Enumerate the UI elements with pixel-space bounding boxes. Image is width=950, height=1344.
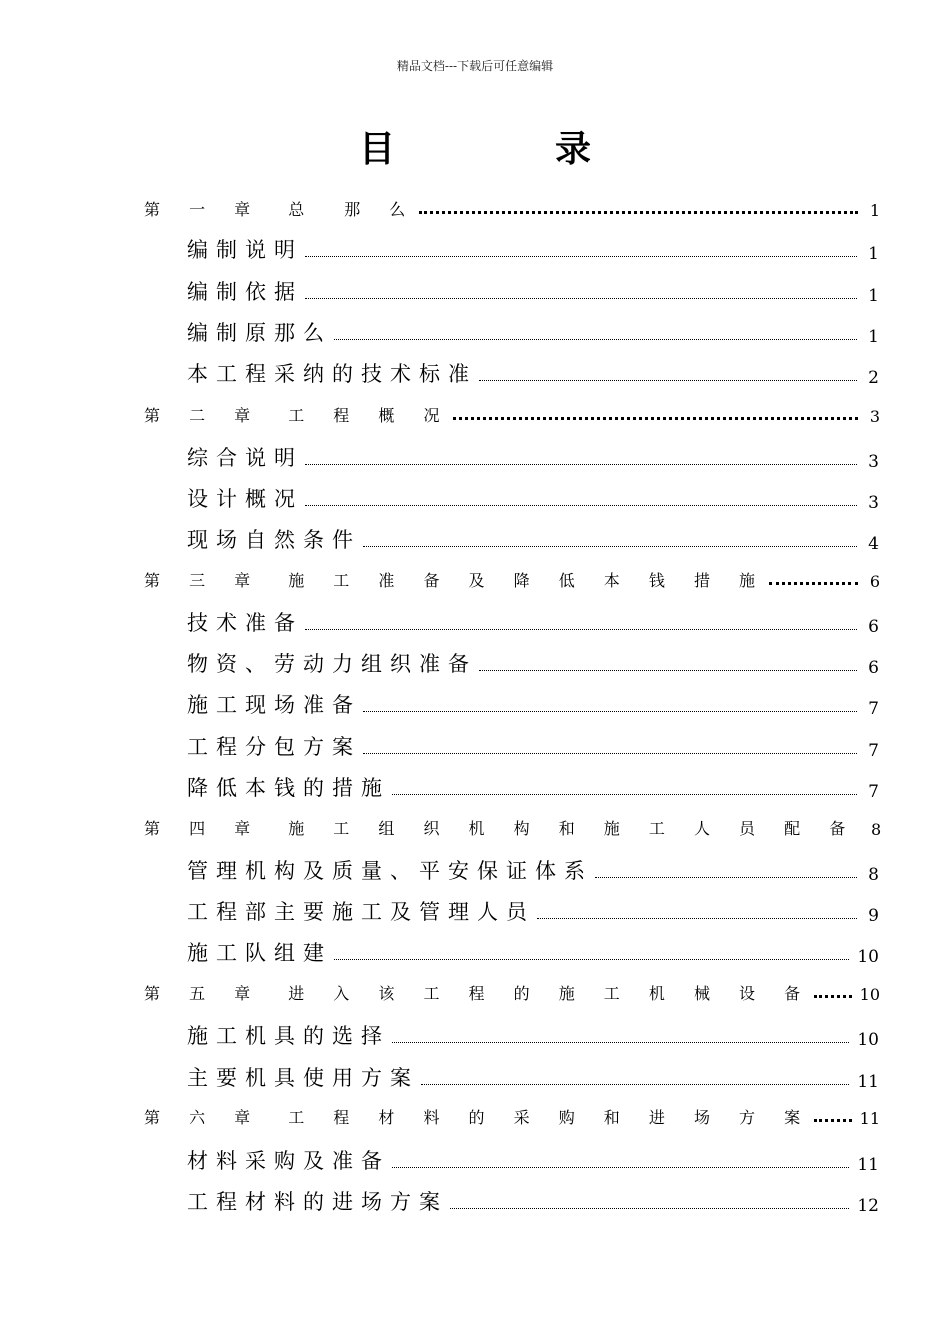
toc-chapter-label: 工 程 材 料 的 采 购 和 进 场 方 案 [288,1108,813,1127]
toc-section-row[interactable] [187,607,879,637]
toc-section-label: 主要机具使用方案 [187,1066,419,1090]
toc-section-row[interactable] [187,234,879,264]
toc-page-number: 8 [871,820,882,839]
toc-page-number: 1 [868,244,879,264]
toc-section-row[interactable] [187,772,879,802]
toc-dot-leader [392,1167,849,1168]
toc-dot-leader [595,877,857,878]
toc-chapter-title [144,1105,812,1128]
toc-section-label: 设计概况 [187,487,303,511]
toc-section-row[interactable] [187,442,879,472]
toc-page-number: 6 [868,658,879,678]
toc-section-label: 施工机具的选择 [187,1024,390,1048]
toc-dot-leader [392,794,857,795]
toc-chapter-number: 第 五 章 [144,984,263,1003]
toc-dot-leader [305,256,857,257]
toc-chapter-number: 第 四 章 [144,819,263,838]
toc-section-row[interactable] [187,358,879,388]
toc-section-label: 综合说明 [187,446,303,470]
toc-page-number: 6 [869,572,880,591]
toc-chapter-label: 工 程 概 况 [288,406,452,425]
toc-page-number: 1 [868,286,879,306]
toc-section-row[interactable] [187,937,879,967]
title-char-left: 目 [358,128,395,170]
toc-section-row[interactable] [187,317,879,347]
toc-chapter-label: 施 工 准 备 及 降 低 本 钱 措 施 [288,571,768,590]
toc-dot-leader [392,1042,849,1043]
toc-dot-leader [419,211,858,214]
toc-chapter-title [144,568,767,591]
toc-dot-leader [814,1119,852,1122]
toc-dot-leader [479,380,857,381]
toc-dot-leader [537,918,857,919]
toc-page-number: 3 [868,452,879,472]
toc-section-row[interactable] [187,1145,879,1175]
toc-page-number: 2 [868,368,879,388]
toc-dot-leader [453,417,858,420]
toc-dot-leader [334,339,857,340]
toc-page-number: 1 [869,201,880,220]
toc-section-row[interactable] [187,648,879,678]
toc-page-number: 3 [869,407,880,426]
toc-section-label: 施工队组建 [187,941,332,965]
toc-dot-leader [334,959,849,960]
toc-dot-leader [450,1208,849,1209]
toc-chapter-row[interactable] [144,1104,880,1128]
toc-dot-leader [363,711,857,712]
toc-section-label: 降低本钱的措施 [187,776,390,800]
toc-section-label: 现场自然条件 [187,528,361,552]
toc-section-row[interactable] [187,1186,879,1216]
toc-section-label: 工程材料的进场方案 [187,1190,448,1214]
toc-page-number: 11 [857,1155,879,1175]
toc-section-row[interactable] [187,689,879,719]
toc-chapter-label: 进 入 该 工 程 的 施 工 机 械 设 备 [288,984,813,1003]
toc-chapter-row[interactable] [144,402,880,426]
toc-section-label: 编制依据 [187,280,303,304]
toc-dot-leader [421,1084,849,1085]
toc-section-label: 编制原那么 [187,321,332,345]
toc-section-label: 技术准备 [187,611,303,635]
toc-section-label: 本工程采纳的技术标准 [187,362,477,386]
toc-section-row[interactable] [187,731,879,761]
toc-chapter-title [144,981,812,1004]
toc-section-row[interactable] [187,524,879,554]
toc-page-number: 7 [868,741,879,761]
toc-section-row[interactable] [187,855,879,885]
toc-section-label: 材料采购及准备 [187,1149,390,1173]
toc-chapter-title [144,403,451,426]
toc-chapter-number: 第 二 章 [144,406,263,425]
toc-section-row[interactable] [187,276,879,306]
toc-chapter-title [144,816,857,839]
toc-chapter-row[interactable] [144,815,880,839]
toc-page-number: 10 [857,947,879,967]
toc-page-number: 9 [868,906,879,926]
toc-section-label: 物资、劳动力组织准备 [187,652,477,676]
toc-section-label: 编制说明 [187,238,303,262]
page-header: 精品文档---下载后可任意编辑 [396,59,554,73]
toc-page-number: 1 [868,327,879,347]
toc-dot-leader [305,298,857,299]
toc-section-label: 施工现场准备 [187,693,361,717]
toc-section-label: 管理机构及质量、平安保证体系 [187,859,593,883]
toc-section-label: 工程分包方案 [187,735,361,759]
toc-chapter-row[interactable] [144,196,880,220]
toc-dot-leader [305,629,857,630]
toc-page-number: 3 [868,493,879,513]
title-char-right: 录 [555,128,592,170]
toc-chapter-title [144,197,417,220]
toc-dot-leader [814,995,852,998]
toc-chapter-row[interactable] [144,567,880,591]
toc-dot-leader [305,505,857,506]
toc-section-row[interactable] [187,1020,879,1050]
toc-chapter-row[interactable] [144,980,880,1004]
toc-page-number: 7 [868,782,879,802]
page-title [0,124,950,174]
toc-section-label: 工程部主要施工及管理人员 [187,900,535,924]
toc-page-number: 11 [859,1109,880,1128]
toc-page-number: 11 [857,1072,879,1092]
toc-dot-leader [479,670,857,671]
toc-chapter-number: 第 一 章 [144,200,263,219]
toc-chapter-label: 总 那 么 [288,200,418,219]
toc-dot-leader [363,546,857,547]
toc-chapter-number: 第 三 章 [144,571,263,590]
toc-page-number: 7 [868,699,879,719]
toc-section-row[interactable] [187,896,879,926]
toc-page-number: 6 [868,617,879,637]
toc-dot-leader [363,753,857,754]
toc-page-number: 8 [868,865,879,885]
toc-section-row[interactable] [187,483,879,513]
toc-page-number: 10 [857,1030,879,1050]
toc-chapter-number: 第 六 章 [144,1108,263,1127]
toc-page-number: 4 [868,534,879,554]
toc-dot-leader [769,582,858,585]
toc-page-number: 12 [857,1196,879,1216]
toc-chapter-label: 施 工 组 织 机 构 和 施 工 人 员 配 备 [288,819,858,838]
toc-section-row[interactable] [187,1062,879,1092]
toc-page-number: 10 [859,985,880,1004]
toc-dot-leader [305,464,857,465]
